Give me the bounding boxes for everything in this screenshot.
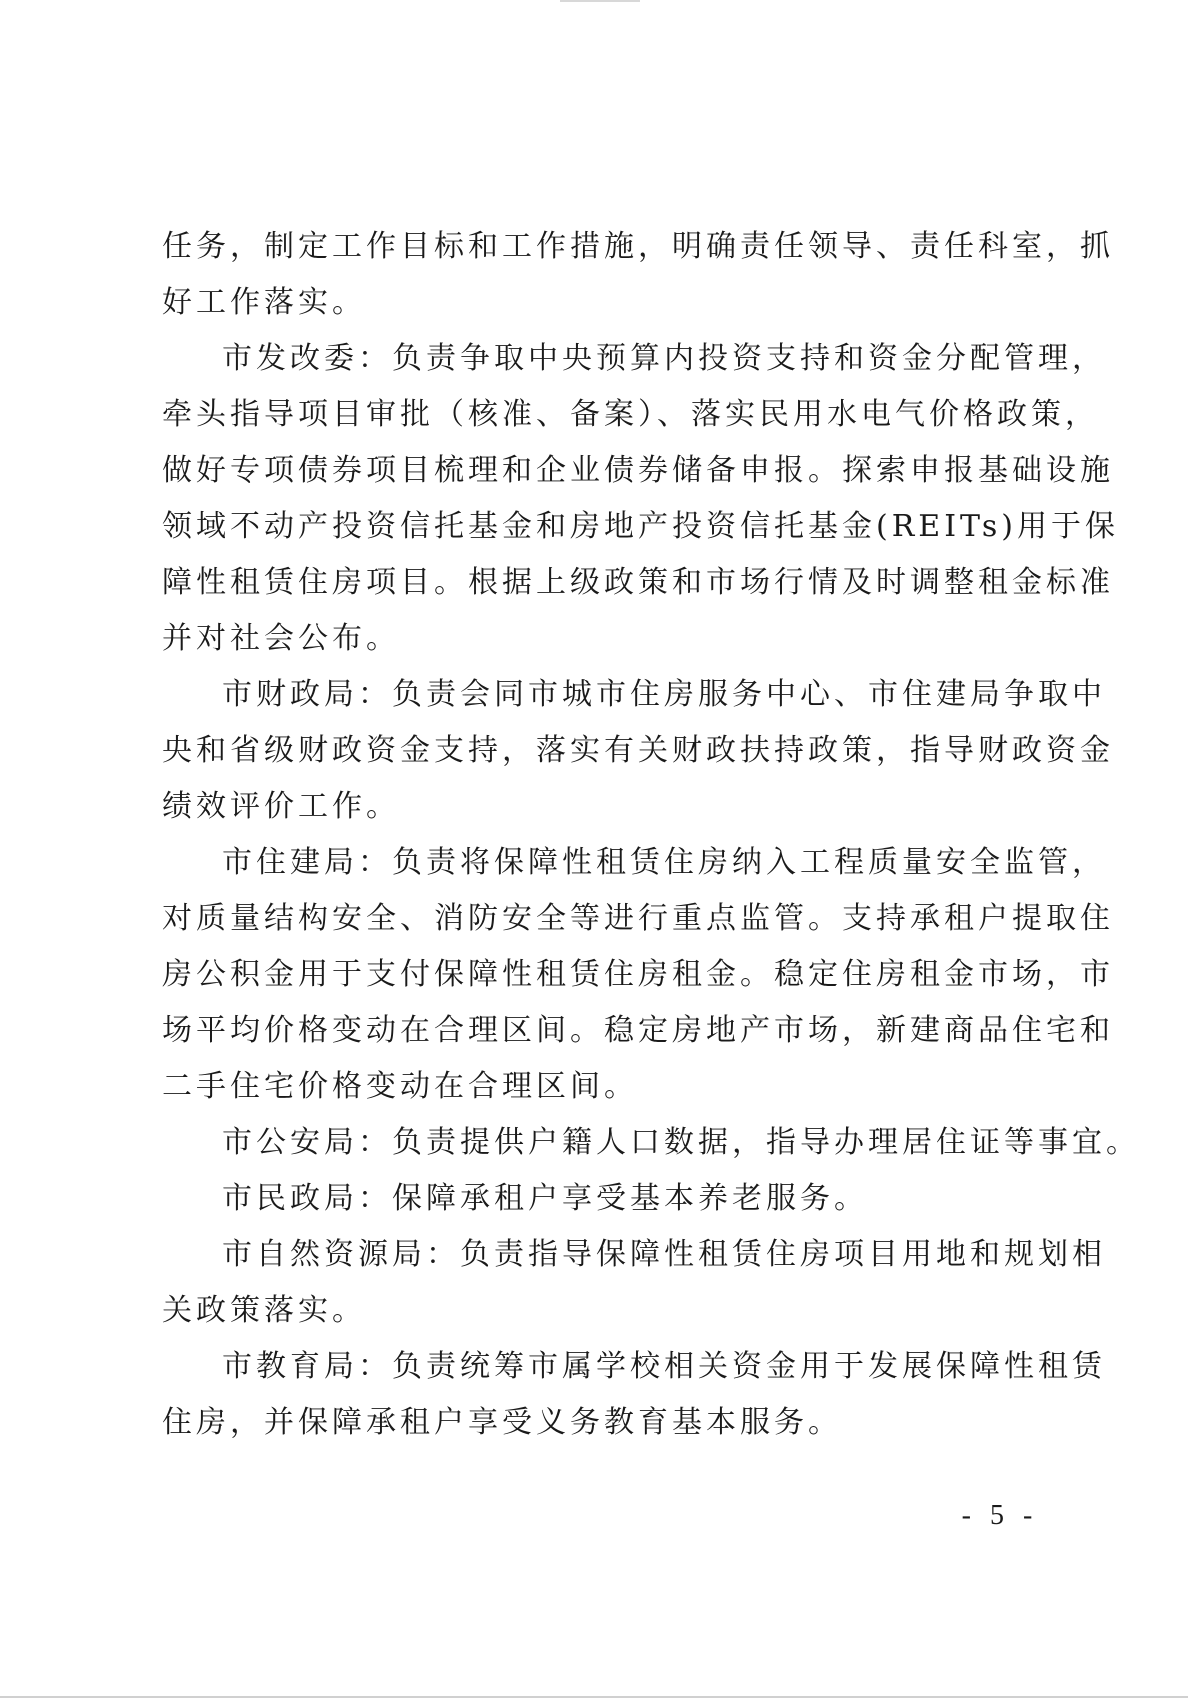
text-line: 好工作落实。 [162, 285, 366, 320]
text-line: 领域不动产投资信托基金和房地产投资信托基金(REITs)用于保 [162, 509, 1119, 544]
text-line: 对质量结构安全、消防安全等进行重点监管。支持承租户提取住 [162, 901, 1114, 936]
text-line: 央和省级财政资金支持，落实有关财政扶持政策，指导财政资金 [162, 733, 1114, 768]
text-line: 住房，并保障承租户享受义务教育基本服务。 [162, 1405, 842, 1440]
paragraph-start-line: 市教育局：负责统筹市属学校相关资金用于发展保障性租赁 [222, 1349, 1106, 1384]
paragraph-start-line: 市住建局：负责将保障性租赁住房纳入工程质量安全监管， [222, 845, 1106, 880]
text-line: 房公积金用于支付保障性租赁住房租金。稳定住房租金市场，市 [162, 957, 1114, 992]
text-line: 障性租赁住房项目。根据上级政策和市场行情及时调整租金标准 [162, 565, 1114, 600]
text-line: 二手住宅价格变动在合理区间。 [162, 1069, 638, 1104]
paragraph-start-line: 市发改委：负责争取中央预算内投资支持和资金分配管理， [222, 341, 1106, 376]
text-line: 并对社会公布。 [162, 621, 400, 656]
text-line: 绩效评价工作。 [162, 789, 400, 824]
text-line: 关政策落实。 [162, 1293, 366, 1328]
page-number: - 5 - [961, 1500, 1039, 1531]
scan-top-edge [560, 0, 640, 2]
text-line: 做好专项债券项目梳理和企业债券储备申报。探索申报基础设施 [162, 453, 1114, 488]
paragraph-start-line: 市公安局：负责提供户籍人口数据，指导办理居住证等事宜。 [222, 1125, 1140, 1160]
text-line: 牵头指导项目审批（核准、备案）、落实民用水电气价格政策， [162, 397, 1099, 432]
paragraph-start-line: 市自然资源局：负责指导保障性租赁住房项目用地和规划相 [222, 1237, 1106, 1272]
paragraph-start-line: 市民政局：保障承租户享受基本养老服务。 [222, 1181, 868, 1216]
text-line: 场平均价格变动在合理区间。稳定房地产市场，新建商品住宅和 [162, 1013, 1114, 1048]
text-line: 任务，制定工作目标和工作措施，明确责任领导、责任科室，抓 [162, 229, 1114, 264]
paragraph-start-line: 市财政局：负责会同市城市住房服务中心、市住建局争取中 [222, 677, 1106, 712]
